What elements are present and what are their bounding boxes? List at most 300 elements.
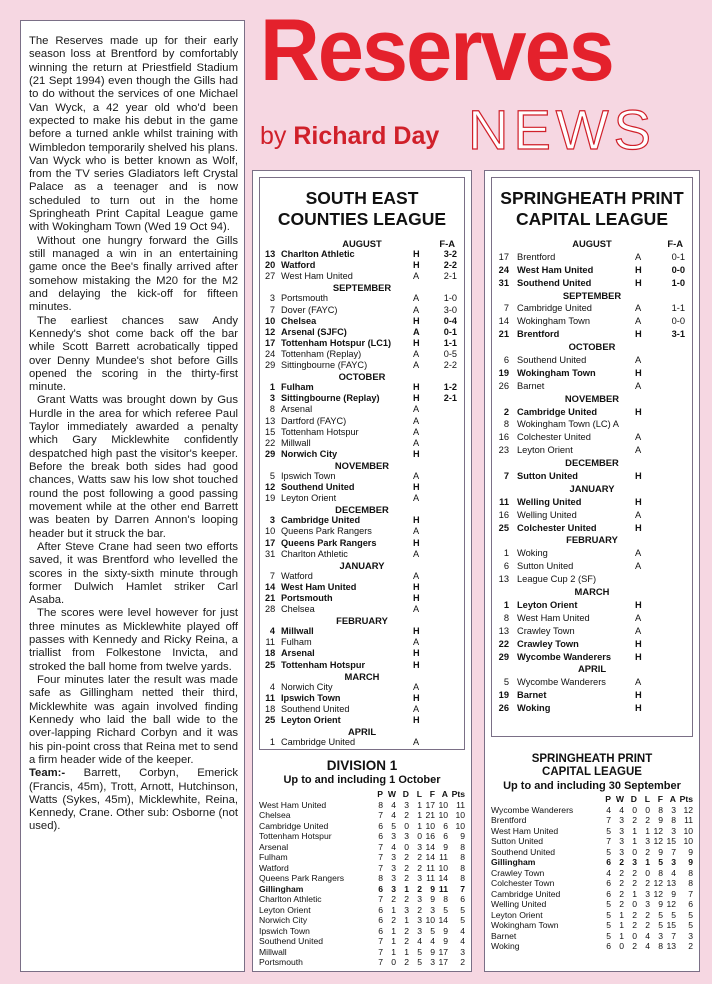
fixture-row (497, 315, 687, 328)
fixture-row (497, 302, 687, 315)
fixture-row (497, 264, 687, 277)
stat-cell: 2 (632, 878, 637, 888)
stat-cell: 2 (404, 925, 409, 936)
fixture-venue: A (635, 251, 642, 262)
fixture-date: 11 (265, 692, 275, 703)
table-row (259, 842, 465, 853)
stat-cell: 3 (391, 873, 396, 883)
fixture-date: 13 (498, 574, 509, 585)
fixture-row (497, 599, 687, 612)
fixture-date: 17 (265, 537, 276, 548)
month-name: JANUARY (569, 482, 615, 494)
stat-cell: 2 (417, 852, 422, 862)
fixture-date: 5 (269, 470, 275, 481)
fixture-row (265, 360, 459, 371)
fixture-opponent: Southend United (517, 277, 592, 288)
stat-cell: 3 (404, 904, 409, 915)
fixture-date: 8 (503, 612, 509, 623)
stat-cell: 11 (438, 883, 448, 894)
fixture-venue: A (635, 677, 642, 688)
stat-cell: 1 (619, 920, 624, 930)
fixture-row (265, 704, 459, 715)
fixture-row (265, 582, 459, 593)
stat-cell: 3 (645, 836, 650, 846)
fixture-date: 23 (498, 445, 509, 456)
stat-cell: 3 (404, 799, 409, 810)
fixture-score (433, 582, 459, 593)
table-row (259, 894, 465, 905)
fixture-opponent: Colchester United (517, 522, 597, 533)
fixture-date: 7 (269, 304, 275, 315)
fixture-score: 1-1 (443, 337, 457, 348)
stat-cell: 13 (666, 878, 676, 888)
fixture-date: 31 (265, 548, 276, 559)
team-name: Southend United (259, 936, 324, 946)
stat-cell: 4 (645, 930, 650, 941)
stat-cell: 3 (417, 841, 422, 852)
fixture-row (497, 251, 687, 264)
stat-cell: 6 (606, 941, 611, 951)
fixture-score: 0-1 (443, 326, 457, 337)
month-name: FEBRUARY (566, 534, 618, 546)
fixture-venue: A (413, 326, 420, 337)
stat-cell: 6 (378, 883, 383, 894)
fixture-venue: H (635, 367, 642, 378)
column-header: A (441, 789, 448, 799)
fixture-row (265, 604, 459, 615)
fixture-row (265, 327, 459, 338)
stat-cell: 3 (430, 957, 435, 967)
south-east-fixtures (259, 177, 465, 750)
fixture-opponent: Queens Park Rangers (281, 537, 377, 548)
table-title: DIVISION 1 (326, 758, 398, 773)
stat-cell: 11 (439, 852, 448, 862)
month-heading (497, 534, 687, 547)
fixture-opponent: Fulham (281, 637, 312, 648)
stat-cell: 17 (438, 957, 448, 967)
stat-cell: 4 (606, 804, 611, 815)
page-header (258, 0, 698, 168)
stat-cell: 0 (417, 831, 422, 841)
stat-cell: 0 (391, 957, 396, 967)
stat-cell: 6 (378, 925, 383, 936)
fixture-venue (635, 418, 661, 431)
fixture-date: 6 (503, 355, 509, 366)
fixture-venue: A (635, 355, 642, 366)
fixture-row (497, 638, 687, 651)
fixture-score (661, 560, 687, 573)
stat-cell: 5 (658, 857, 663, 867)
fixture-opponent: Tottenham Hotspur (LC1) (281, 337, 392, 348)
fixture-venue: A (413, 570, 420, 581)
fixture-row (497, 431, 687, 444)
fixture-venue: H (635, 406, 642, 417)
league-table (491, 794, 693, 952)
stat-cell: 2 (460, 957, 465, 967)
stat-cell: 2 (688, 941, 693, 951)
fixture-date: 24 (498, 264, 509, 275)
fixture-date: 7 (269, 570, 275, 581)
stat-cell: 5 (671, 909, 676, 920)
month-name: AUGUST (342, 238, 382, 249)
fixture-opponent: Leyton Orient (517, 445, 573, 456)
stat-cell: 0 (619, 941, 624, 951)
fixture-score (433, 682, 459, 693)
team-name: Portsmouth (259, 957, 303, 967)
stat-cell: 17 (438, 946, 448, 957)
fixture-opponent: Dartford (FAYC) (281, 415, 347, 426)
table-row (491, 826, 693, 837)
stat-cell: 14 (438, 915, 448, 925)
fixture-score (661, 367, 687, 380)
table-row (259, 936, 465, 947)
fixture-row (265, 693, 459, 704)
fixture-score: 3-1 (671, 329, 685, 340)
fixture-score (433, 526, 459, 537)
fixture-date: 11 (499, 496, 509, 507)
fixture-date: 8 (503, 419, 509, 430)
stat-cell: 4 (430, 936, 435, 946)
fixture-score: 2-1 (443, 271, 457, 282)
division1-heading (259, 758, 465, 787)
fixture-venue: A (413, 360, 420, 371)
fixture-score: 1-1 (671, 303, 685, 314)
fixture-score: 2-2 (443, 260, 457, 271)
byline-prefix: by (260, 122, 287, 150)
month-name: APRIL (577, 663, 607, 675)
table-row (259, 873, 465, 884)
fixture-score (433, 604, 459, 615)
fixture-venue: A (413, 637, 420, 648)
fixture-date: 26 (498, 380, 509, 391)
fixture-opponent: Millwall (281, 437, 311, 448)
stat-cell: 7 (378, 946, 383, 957)
stat-cell: 10 (683, 825, 693, 836)
fixture-score (661, 676, 687, 689)
column-header: P (377, 789, 383, 799)
stat-cell: 10 (455, 810, 465, 820)
match-report (29, 35, 238, 834)
stat-cell: 5 (658, 920, 663, 930)
stat-cell: 5 (417, 946, 422, 957)
team-name: West Ham United (259, 799, 327, 810)
stat-cell: 8 (460, 862, 465, 873)
stat-cell: 6 (443, 820, 448, 831)
team-name: Wokingham Town (491, 920, 559, 930)
stat-cell: 5 (606, 825, 611, 836)
month-name: OCTOBER (338, 371, 386, 383)
fixture-date: 25 (265, 715, 276, 726)
fixture-opponent: West Ham United (517, 264, 594, 275)
fixture-score (661, 470, 687, 483)
fixture-venue: H (635, 329, 642, 340)
table-row (491, 805, 693, 816)
stat-cell: 2 (632, 920, 637, 930)
stat-cell: 3 (391, 831, 396, 841)
column-header: Pts (679, 794, 693, 804)
stat-cell: 8 (378, 873, 383, 883)
fixture-row (265, 571, 459, 582)
stat-cell: 2 (632, 941, 637, 951)
team-name: Crawley Town (491, 867, 545, 878)
fixture-opponent: Chelsea (281, 604, 315, 615)
stat-cell: 3 (417, 925, 422, 936)
fixture-score (661, 689, 687, 702)
fixture-row (265, 416, 459, 427)
fixture-opponent: Barnet (517, 380, 545, 391)
stat-cell: 11 (426, 873, 435, 883)
fixture-date: 24 (265, 348, 276, 359)
fixture-date: 1 (503, 548, 509, 559)
report-paragraph: The earliest chances saw Andy Kennedy's shot come back off the bar while Scott Barrett acrobatically tipped over Denny Mundee's shot before Gills opened the scoring in the thirty-first minute. (29, 314, 238, 394)
team-name: Cambridge United (259, 820, 329, 831)
stat-cell: 2 (391, 894, 396, 904)
fixture-venue: H (635, 690, 642, 701)
fixture-venue: A (413, 271, 420, 282)
team-column-header (259, 789, 370, 800)
stat-cell: 8 (460, 841, 465, 852)
month-heading (497, 483, 687, 496)
fixture-row (265, 626, 459, 637)
report-paragraph: After Steve Crane had seen two efforts saved, it was Brentford who levelled the scores in the sixty-sixth minute through former Dulwich Hamlet striker Carl Asaba. (29, 540, 238, 607)
fixture-opponent: Sittingbourne (FAYC) (281, 360, 368, 371)
fixture-row (497, 522, 687, 535)
fixture-date: 25 (265, 659, 276, 670)
team-name: Sutton United (491, 836, 544, 846)
stat-cell: 14 (438, 873, 448, 883)
team-name: Chelsea (259, 810, 291, 820)
fixture-row (265, 382, 459, 393)
fixture-opponent: Wycombe Wanderers (517, 651, 612, 662)
stat-cell: 12 (653, 825, 663, 836)
fixture-opponent: Sutton United (517, 561, 574, 572)
capital-table-heading (491, 753, 693, 793)
month-name: SEPTEMBER (332, 282, 392, 294)
fixture-venue: H (413, 626, 420, 637)
month-name: JANUARY (339, 559, 385, 571)
stat-cell: 7 (378, 810, 383, 820)
fixture-row (497, 547, 687, 560)
fixture-date: 1 (269, 737, 275, 748)
fixture-venue: H (635, 638, 642, 649)
fixture-date: 8 (269, 404, 275, 415)
fixture-row (497, 367, 687, 380)
table-row (491, 899, 693, 910)
table-row (491, 815, 693, 826)
table-row (491, 910, 693, 921)
stat-cell: 1 (391, 936, 396, 946)
fixture-row (497, 496, 687, 509)
stat-cell: 10 (438, 862, 448, 873)
fixture-row (265, 471, 459, 482)
stat-cell: 15 (666, 920, 676, 930)
fixture-row (497, 406, 687, 419)
table-row (259, 852, 465, 863)
column-header: L (416, 789, 422, 799)
fixtures-title: SOUTH EAST (305, 188, 419, 208)
fixture-date: 20 (265, 260, 276, 271)
fixture-row (265, 493, 459, 504)
table-row (259, 926, 465, 937)
stat-cell: 17 (425, 799, 435, 810)
stat-cell: 3 (658, 930, 663, 941)
fixture-date: 16 (498, 432, 509, 443)
month-heading (265, 282, 459, 293)
stat-cell: 6 (460, 894, 465, 904)
fixture-date: 11 (265, 637, 275, 648)
fixture-score (661, 431, 687, 444)
fixture-opponent: Southend United (281, 703, 350, 714)
stat-cell: 9 (430, 883, 435, 894)
stat-cell: 3 (417, 873, 422, 883)
fixture-venue: H (413, 715, 420, 726)
fixture-opponent: Portsmouth (281, 593, 333, 603)
author-name: Richard Day (293, 122, 440, 150)
fixture-date: 3 (269, 515, 275, 526)
fixture-venue: H (635, 277, 642, 288)
fixture-date: 10 (265, 315, 276, 326)
fixture-score: 0-0 (671, 264, 685, 275)
team-name: Millwall (259, 946, 287, 957)
report-paragraph: Grant Watts was brought down by Gus Hurdle in the area for which referee Paul Taylor immediately awarded a penalty which Gary Micklewhite confidently despatched high past the visitor's keeper. Before the break both sides had good chances, Watts saw his low shot touched round the post following a good passing movement while at the other end Barrett was beaten by Darren Annon's looping header but it struck the bar. (29, 394, 238, 540)
stat-cell: 4 (460, 936, 465, 946)
fixture-venue: H (413, 659, 420, 670)
stat-cell: 1 (417, 810, 422, 820)
fixture-opponent: Leyton Orient (281, 493, 337, 504)
stat-cell: 10 (438, 799, 448, 810)
stat-cell: 14 (425, 841, 435, 852)
fixture-venue: A (413, 404, 420, 415)
fixture-venue: A (635, 548, 642, 559)
fixture-opponent: Queens Park Rangers (281, 526, 372, 537)
fa-header: F-A (439, 238, 455, 249)
fixture-score (661, 509, 687, 522)
fixture-score (661, 599, 687, 612)
table-row (491, 889, 693, 900)
fixture-row (265, 427, 459, 438)
fixture-venue: H (413, 393, 420, 404)
team-name: Wycombe Wanderers (491, 804, 574, 815)
stat-cell: 1 (645, 825, 650, 836)
stat-cell: 6 (443, 831, 448, 841)
stat-cell: 3 (391, 883, 396, 894)
stat-cell: 9 (688, 846, 693, 857)
stat-cell: 6 (378, 915, 383, 925)
stat-cell: 4 (671, 867, 676, 878)
fixture-score: 2-1 (443, 393, 457, 404)
fixture-row (497, 354, 687, 367)
fixture-date: 5 (503, 677, 509, 688)
column-header: D (630, 794, 637, 804)
table-row (491, 920, 693, 931)
fixture-row (265, 260, 459, 271)
fixture-score: 3-2 (443, 249, 457, 260)
fixture-date: 26 (498, 703, 509, 714)
report-paragraph: Without one hungry forward the Gills still managed a win in an entertaining game once the Bee's finally arrived after somehow mistaking the M20 for the M2 and delaying the kick-off for fifteen minutes. (29, 234, 238, 314)
fixture-opponent: Arsenal (SJFC) (281, 326, 347, 337)
stat-cell: 7 (606, 836, 611, 846)
fixture-date: 22 (265, 437, 276, 448)
stat-cell: 0 (632, 930, 637, 941)
stat-cell: 0 (632, 804, 637, 815)
stat-cell: 8 (443, 894, 448, 904)
fixture-date: 1 (503, 599, 509, 610)
month-heading (265, 671, 459, 682)
fixture-opponent: Leyton Orient (517, 599, 578, 610)
fixture-date: 22 (498, 638, 509, 649)
column-header: L (644, 794, 650, 804)
stat-cell: 6 (606, 857, 611, 867)
month-name: FEBRUARY (336, 615, 388, 627)
fixture-score (661, 651, 687, 664)
fixture-row (265, 349, 459, 360)
table-row (259, 810, 465, 821)
table-row (259, 957, 465, 968)
fixture-opponent: Woking (517, 548, 548, 559)
month-heading (497, 393, 687, 406)
fixture-date: 19 (265, 493, 276, 504)
fixture-opponent: Charlton Athletic (281, 548, 348, 559)
stat-cell: 7 (378, 852, 383, 862)
stat-cell: 16 (425, 831, 435, 841)
team-name: Brentford (491, 815, 527, 825)
fixture-score (661, 406, 687, 419)
fixture-score (433, 493, 459, 504)
team-name: West Ham United (491, 825, 559, 836)
fixture-venue: H (413, 382, 420, 393)
table-subtitle: Up to and including 30 September (503, 780, 681, 792)
fixture-opponent: Cambridge United (281, 737, 356, 748)
fixture-venue: H (635, 264, 642, 275)
fixture-venue: H (635, 599, 642, 610)
stat-cell: 7 (378, 957, 383, 967)
fixture-venue: H (413, 537, 420, 548)
column-header: Pts (451, 789, 465, 799)
stat-cell: 10 (683, 836, 693, 846)
fixture-date: 29 (265, 360, 276, 371)
fixture-row (265, 715, 459, 726)
fixture-row (265, 316, 459, 327)
fixture-opponent: Leyton Orient (281, 715, 341, 726)
fixture-row (265, 449, 459, 460)
stat-cell: 5 (430, 925, 435, 936)
fixture-score (661, 354, 687, 367)
fixture-opponent: West Ham United (281, 581, 357, 592)
fixture-date: 4 (269, 626, 275, 637)
stat-cell: 3 (417, 915, 422, 925)
fixture-score (433, 538, 459, 549)
stat-cell: 3 (619, 836, 624, 846)
table-title-line2: CAPITAL LEAGUE (542, 766, 642, 778)
fixture-score (661, 702, 687, 715)
fixture-date: 14 (265, 581, 276, 592)
team-name: Gillingham (259, 883, 304, 894)
fixture-score (433, 704, 459, 715)
stat-cell: 2 (619, 878, 624, 888)
stat-cell: 4 (645, 941, 650, 951)
fixture-score (433, 438, 459, 449)
fixture-score: 1-0 (671, 277, 685, 288)
stat-cell: 2 (619, 888, 624, 899)
fixture-opponent: Portsmouth (281, 293, 328, 304)
fixture-opponent: League Cup 2 (SF) (517, 574, 597, 585)
table-row (491, 931, 693, 942)
stat-cell: 0 (404, 820, 409, 831)
stat-cell: 3 (404, 831, 409, 841)
team-name: Norwich City (259, 915, 308, 925)
table-row (259, 800, 465, 811)
team-name: Colchester Town (491, 878, 555, 888)
